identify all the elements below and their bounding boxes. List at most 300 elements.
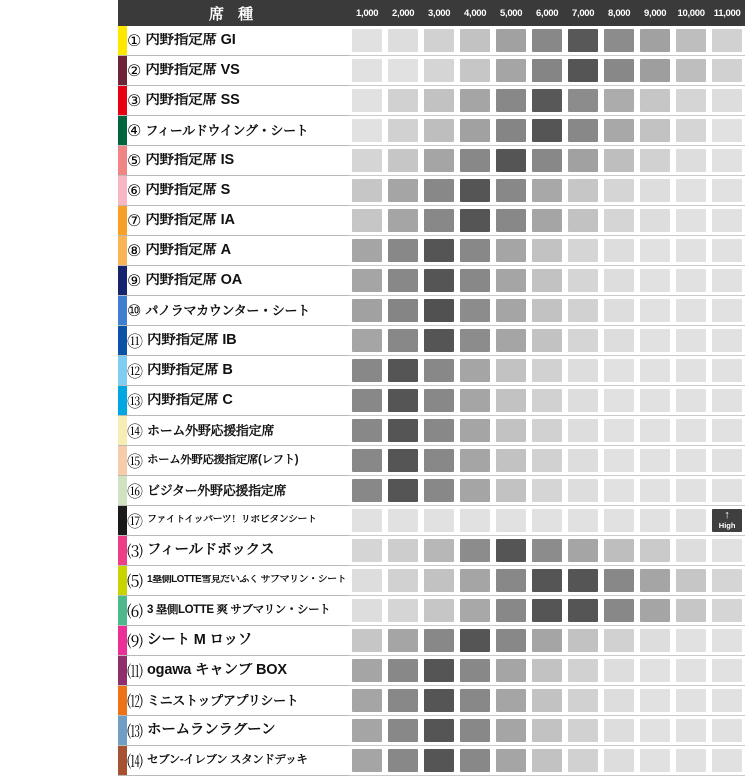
- heatmap-cell[interactable]: [493, 176, 529, 206]
- heatmap-cell[interactable]: [493, 236, 529, 266]
- heatmap-cell[interactable]: [529, 416, 565, 446]
- heatmap-cell[interactable]: [673, 656, 709, 686]
- heatmap-cell[interactable]: [709, 476, 745, 506]
- heatmap-cell[interactable]: [493, 206, 529, 236]
- heatmap-cell[interactable]: [421, 686, 457, 716]
- heatmap-cell[interactable]: [673, 716, 709, 746]
- heatmap-cell[interactable]: [493, 326, 529, 356]
- heatmap-cell[interactable]: [349, 146, 385, 176]
- heatmap-cell[interactable]: [457, 536, 493, 566]
- seat-type-cell[interactable]: [118, 296, 349, 326]
- heatmap-cell[interactable]: [565, 536, 601, 566]
- heatmap-cell[interactable]: [493, 596, 529, 626]
- heatmap-cell[interactable]: [565, 716, 601, 746]
- heatmap-cell[interactable]: [493, 356, 529, 386]
- heatmap-cell[interactable]: [493, 686, 529, 716]
- heatmap-cell[interactable]: [709, 596, 745, 626]
- heatmap-cell[interactable]: [421, 356, 457, 386]
- heatmap-cell[interactable]: [637, 26, 673, 56]
- heatmap-cell[interactable]: [457, 566, 493, 596]
- heatmap-cell[interactable]: [529, 446, 565, 476]
- heatmap-cell[interactable]: [457, 56, 493, 86]
- heatmap-cell[interactable]: [529, 386, 565, 416]
- heatmap-cell[interactable]: [565, 206, 601, 236]
- heatmap-cell[interactable]: [673, 326, 709, 356]
- heatmap-cell[interactable]: [601, 206, 637, 236]
- heatmap-cell[interactable]: [601, 86, 637, 116]
- heatmap-cell[interactable]: [709, 686, 745, 716]
- heatmap-cell[interactable]: [529, 266, 565, 296]
- heatmap-cell[interactable]: [529, 206, 565, 236]
- heatmap-cell[interactable]: [637, 746, 673, 776]
- heatmap-cell[interactable]: [529, 26, 565, 56]
- heatmap-cell[interactable]: [601, 116, 637, 146]
- heatmap-cell[interactable]: [421, 146, 457, 176]
- heatmap-cell[interactable]: [385, 716, 421, 746]
- heatmap-cell[interactable]: [457, 476, 493, 506]
- heatmap-cell[interactable]: [637, 116, 673, 146]
- heatmap-cell[interactable]: [457, 686, 493, 716]
- seat-type-cell[interactable]: [118, 206, 349, 236]
- heatmap-cell[interactable]: [565, 746, 601, 776]
- heatmap-cell[interactable]: [493, 266, 529, 296]
- heatmap-cell[interactable]: [529, 236, 565, 266]
- heatmap-cell[interactable]: [349, 656, 385, 686]
- heatmap-cell[interactable]: [601, 746, 637, 776]
- heatmap-cell[interactable]: [565, 26, 601, 56]
- heatmap-cell[interactable]: [421, 386, 457, 416]
- heatmap-cell[interactable]: [457, 626, 493, 656]
- heatmap-cell[interactable]: [421, 296, 457, 326]
- heatmap-cell[interactable]: [601, 146, 637, 176]
- heatmap-cell[interactable]: [493, 86, 529, 116]
- heatmap-cell[interactable]: [385, 356, 421, 386]
- heatmap-cell[interactable]: [709, 536, 745, 566]
- seat-type-cell[interactable]: [118, 416, 349, 446]
- seat-type-cell[interactable]: [118, 236, 349, 266]
- heatmap-cell[interactable]: [421, 446, 457, 476]
- heatmap-cell[interactable]: [493, 116, 529, 146]
- heatmap-cell[interactable]: [529, 176, 565, 206]
- heatmap-cell[interactable]: [709, 416, 745, 446]
- heatmap-cell[interactable]: [349, 746, 385, 776]
- heatmap-cell[interactable]: [637, 446, 673, 476]
- heatmap-cell[interactable]: [529, 536, 565, 566]
- heatmap-cell[interactable]: [637, 86, 673, 116]
- heatmap-cell[interactable]: [637, 626, 673, 656]
- seat-type-cell[interactable]: [118, 446, 349, 476]
- heatmap-cell[interactable]: [421, 326, 457, 356]
- heatmap-cell[interactable]: [709, 296, 745, 326]
- heatmap-cell[interactable]: [457, 326, 493, 356]
- heatmap-cell[interactable]: [493, 446, 529, 476]
- heatmap-cell[interactable]: [529, 626, 565, 656]
- heatmap-cell[interactable]: [385, 596, 421, 626]
- heatmap-cell[interactable]: [493, 566, 529, 596]
- heatmap-cell[interactable]: [349, 296, 385, 326]
- heatmap-cell[interactable]: [637, 356, 673, 386]
- heatmap-cell[interactable]: [349, 506, 385, 536]
- heatmap-cell[interactable]: [349, 26, 385, 56]
- heatmap-cell[interactable]: [709, 86, 745, 116]
- heatmap-cell[interactable]: [637, 686, 673, 716]
- heatmap-cell[interactable]: [601, 386, 637, 416]
- heatmap-cell[interactable]: [709, 236, 745, 266]
- seat-type-cell[interactable]: [118, 56, 349, 86]
- heatmap-cell[interactable]: [493, 476, 529, 506]
- heatmap-cell[interactable]: [457, 656, 493, 686]
- heatmap-cell[interactable]: [457, 206, 493, 236]
- heatmap-cell[interactable]: [565, 626, 601, 656]
- seat-type-cell[interactable]: [118, 386, 349, 416]
- heatmap-cell[interactable]: [673, 146, 709, 176]
- heatmap-cell[interactable]: [601, 296, 637, 326]
- heatmap-cell[interactable]: [673, 116, 709, 146]
- heatmap-cell[interactable]: [637, 386, 673, 416]
- heatmap-cell[interactable]: [601, 716, 637, 746]
- heatmap-cell[interactable]: [709, 356, 745, 386]
- heatmap-cell[interactable]: [709, 506, 745, 536]
- seat-type-cell[interactable]: [118, 176, 349, 206]
- heatmap-cell[interactable]: [421, 56, 457, 86]
- heatmap-cell[interactable]: [637, 296, 673, 326]
- heatmap-cell[interactable]: [601, 506, 637, 536]
- heatmap-cell[interactable]: [385, 626, 421, 656]
- heatmap-cell[interactable]: [637, 206, 673, 236]
- seat-type-cell[interactable]: [118, 476, 349, 506]
- heatmap-cell[interactable]: [385, 386, 421, 416]
- heatmap-cell[interactable]: [601, 26, 637, 56]
- heatmap-cell[interactable]: [349, 536, 385, 566]
- heatmap-cell[interactable]: [421, 116, 457, 146]
- heatmap-cell[interactable]: [601, 566, 637, 596]
- heatmap-cell[interactable]: [421, 716, 457, 746]
- heatmap-cell[interactable]: [673, 86, 709, 116]
- heatmap-cell[interactable]: [637, 656, 673, 686]
- heatmap-cell[interactable]: [565, 686, 601, 716]
- heatmap-cell[interactable]: [637, 476, 673, 506]
- heatmap-cell[interactable]: [493, 656, 529, 686]
- heatmap-cell[interactable]: [601, 596, 637, 626]
- heatmap-cell[interactable]: [457, 86, 493, 116]
- seat-type-cell[interactable]: [118, 116, 349, 146]
- heatmap-cell[interactable]: [457, 266, 493, 296]
- heatmap-cell[interactable]: [385, 566, 421, 596]
- heatmap-cell[interactable]: [601, 416, 637, 446]
- heatmap-cell[interactable]: [637, 56, 673, 86]
- heatmap-cell[interactable]: [457, 146, 493, 176]
- heatmap-cell[interactable]: [457, 446, 493, 476]
- heatmap-cell[interactable]: [529, 746, 565, 776]
- heatmap-cell[interactable]: [493, 56, 529, 86]
- heatmap-cell[interactable]: [493, 296, 529, 326]
- heatmap-cell[interactable]: [529, 656, 565, 686]
- heatmap-cell[interactable]: [673, 56, 709, 86]
- heatmap-cell[interactable]: [709, 266, 745, 296]
- heatmap-cell[interactable]: [529, 686, 565, 716]
- heatmap-cell[interactable]: [709, 116, 745, 146]
- heatmap-cell[interactable]: [565, 146, 601, 176]
- heatmap-cell[interactable]: [637, 416, 673, 446]
- heatmap-cell[interactable]: [565, 176, 601, 206]
- heatmap-cell[interactable]: [493, 146, 529, 176]
- heatmap-cell[interactable]: [421, 26, 457, 56]
- heatmap-cell[interactable]: [673, 536, 709, 566]
- heatmap-cell[interactable]: [529, 146, 565, 176]
- seat-type-cell[interactable]: [118, 686, 349, 716]
- heatmap-cell[interactable]: [673, 416, 709, 446]
- heatmap-cell[interactable]: [421, 416, 457, 446]
- heatmap-cell[interactable]: [601, 656, 637, 686]
- heatmap-cell[interactable]: [457, 176, 493, 206]
- seat-type-cell[interactable]: [118, 716, 349, 746]
- heatmap-cell[interactable]: [673, 356, 709, 386]
- heatmap-cell[interactable]: [565, 236, 601, 266]
- heatmap-cell[interactable]: [385, 476, 421, 506]
- heatmap-cell[interactable]: [673, 176, 709, 206]
- heatmap-cell[interactable]: [709, 56, 745, 86]
- heatmap-cell[interactable]: [709, 746, 745, 776]
- heatmap-cell[interactable]: [457, 356, 493, 386]
- heatmap-cell[interactable]: [673, 206, 709, 236]
- heatmap-cell[interactable]: [385, 746, 421, 776]
- heatmap-cell[interactable]: [385, 536, 421, 566]
- heatmap-cell[interactable]: [457, 416, 493, 446]
- heatmap-cell[interactable]: [421, 476, 457, 506]
- heatmap-cell[interactable]: [673, 296, 709, 326]
- heatmap-cell[interactable]: [421, 746, 457, 776]
- heatmap-cell[interactable]: [637, 146, 673, 176]
- heatmap-cell[interactable]: [637, 566, 673, 596]
- heatmap-cell[interactable]: [565, 446, 601, 476]
- heatmap-cell[interactable]: [565, 506, 601, 536]
- heatmap-cell[interactable]: [421, 176, 457, 206]
- heatmap-cell[interactable]: [673, 236, 709, 266]
- heatmap-cell[interactable]: [709, 206, 745, 236]
- seat-type-cell[interactable]: [118, 326, 349, 356]
- heatmap-cell[interactable]: [673, 566, 709, 596]
- heatmap-cell[interactable]: [709, 146, 745, 176]
- heatmap-cell[interactable]: [457, 596, 493, 626]
- heatmap-cell[interactable]: [421, 266, 457, 296]
- heatmap-cell[interactable]: [637, 176, 673, 206]
- heatmap-cell[interactable]: [673, 26, 709, 56]
- heatmap-cell[interactable]: [493, 716, 529, 746]
- heatmap-cell[interactable]: [385, 206, 421, 236]
- heatmap-cell[interactable]: [421, 566, 457, 596]
- heatmap-cell[interactable]: [457, 386, 493, 416]
- heatmap-cell[interactable]: [601, 536, 637, 566]
- heatmap-cell[interactable]: [349, 446, 385, 476]
- heatmap-cell[interactable]: [673, 746, 709, 776]
- heatmap-cell[interactable]: [349, 236, 385, 266]
- heatmap-cell[interactable]: [421, 506, 457, 536]
- heatmap-cell[interactable]: [349, 626, 385, 656]
- seat-type-cell[interactable]: [118, 536, 349, 566]
- heatmap-cell[interactable]: [601, 476, 637, 506]
- heatmap-cell[interactable]: [385, 296, 421, 326]
- seat-type-cell[interactable]: [118, 626, 349, 656]
- heatmap-cell[interactable]: [601, 356, 637, 386]
- heatmap-cell[interactable]: [457, 116, 493, 146]
- heatmap-cell[interactable]: [565, 566, 601, 596]
- heatmap-cell[interactable]: [421, 536, 457, 566]
- heatmap-cell[interactable]: [673, 476, 709, 506]
- heatmap-cell[interactable]: [673, 506, 709, 536]
- heatmap-cell[interactable]: [709, 716, 745, 746]
- heatmap-cell[interactable]: [709, 26, 745, 56]
- heatmap-cell[interactable]: [385, 146, 421, 176]
- heatmap-cell[interactable]: [349, 56, 385, 86]
- heatmap-cell[interactable]: [385, 686, 421, 716]
- heatmap-cell[interactable]: [529, 566, 565, 596]
- heatmap-cell[interactable]: [529, 506, 565, 536]
- heatmap-cell[interactable]: [565, 266, 601, 296]
- heatmap-cell[interactable]: [637, 236, 673, 266]
- heatmap-cell[interactable]: [565, 386, 601, 416]
- heatmap-cell[interactable]: [349, 686, 385, 716]
- heatmap-cell[interactable]: [349, 266, 385, 296]
- seat-type-cell[interactable]: [118, 356, 349, 386]
- seat-type-cell[interactable]: [118, 656, 349, 686]
- heatmap-cell[interactable]: [457, 236, 493, 266]
- heatmap-cell[interactable]: [421, 236, 457, 266]
- heatmap-cell[interactable]: [601, 326, 637, 356]
- heatmap-cell[interactable]: [421, 206, 457, 236]
- heatmap-cell[interactable]: [457, 716, 493, 746]
- heatmap-cell[interactable]: [637, 716, 673, 746]
- heatmap-cell[interactable]: [565, 296, 601, 326]
- heatmap-cell[interactable]: [673, 266, 709, 296]
- heatmap-cell[interactable]: [709, 176, 745, 206]
- heatmap-cell[interactable]: [349, 476, 385, 506]
- heatmap-cell[interactable]: [529, 116, 565, 146]
- heatmap-cell[interactable]: [601, 446, 637, 476]
- heatmap-cell[interactable]: [601, 626, 637, 656]
- heatmap-cell[interactable]: [601, 266, 637, 296]
- heatmap-cell[interactable]: [493, 416, 529, 446]
- heatmap-cell[interactable]: [673, 626, 709, 656]
- heatmap-cell[interactable]: [385, 26, 421, 56]
- heatmap-cell[interactable]: [349, 416, 385, 446]
- seat-type-cell[interactable]: [118, 566, 349, 596]
- heatmap-cell[interactable]: [529, 476, 565, 506]
- heatmap-cell[interactable]: [493, 506, 529, 536]
- heatmap-cell[interactable]: [385, 176, 421, 206]
- heatmap-cell[interactable]: [493, 26, 529, 56]
- heatmap-cell[interactable]: [385, 266, 421, 296]
- heatmap-cell[interactable]: [601, 236, 637, 266]
- heatmap-cell[interactable]: [709, 326, 745, 356]
- heatmap-cell[interactable]: [349, 86, 385, 116]
- heatmap-cell[interactable]: [349, 206, 385, 236]
- seat-type-cell[interactable]: [118, 266, 349, 296]
- heatmap-cell[interactable]: [349, 386, 385, 416]
- heatmap-cell[interactable]: [385, 326, 421, 356]
- heatmap-cell[interactable]: [457, 506, 493, 536]
- heatmap-cell[interactable]: [565, 656, 601, 686]
- heatmap-cell[interactable]: [529, 596, 565, 626]
- heatmap-cell[interactable]: [349, 356, 385, 386]
- heatmap-cell[interactable]: [385, 416, 421, 446]
- heatmap-cell[interactable]: [349, 326, 385, 356]
- heatmap-cell[interactable]: [349, 566, 385, 596]
- heatmap-cell[interactable]: [673, 686, 709, 716]
- heatmap-cell[interactable]: [385, 86, 421, 116]
- heatmap-cell[interactable]: [529, 296, 565, 326]
- heatmap-cell[interactable]: [421, 626, 457, 656]
- heatmap-cell[interactable]: [709, 386, 745, 416]
- heatmap-cell[interactable]: [493, 386, 529, 416]
- seat-type-cell[interactable]: [118, 86, 349, 116]
- heatmap-cell[interactable]: [385, 656, 421, 686]
- heatmap-cell[interactable]: [565, 416, 601, 446]
- heatmap-cell[interactable]: [673, 386, 709, 416]
- heatmap-cell[interactable]: [565, 116, 601, 146]
- heatmap-cell[interactable]: [421, 596, 457, 626]
- seat-type-cell[interactable]: [118, 746, 349, 776]
- heatmap-cell[interactable]: [601, 56, 637, 86]
- heatmap-cell[interactable]: [529, 356, 565, 386]
- heatmap-cell[interactable]: [601, 176, 637, 206]
- heatmap-cell[interactable]: [565, 356, 601, 386]
- heatmap-cell[interactable]: [493, 746, 529, 776]
- heatmap-cell[interactable]: [637, 326, 673, 356]
- seat-type-cell[interactable]: [118, 146, 349, 176]
- heatmap-cell[interactable]: [529, 86, 565, 116]
- seat-type-cell[interactable]: [118, 596, 349, 626]
- heatmap-cell[interactable]: [349, 716, 385, 746]
- seat-type-cell[interactable]: [118, 506, 349, 536]
- heatmap-cell[interactable]: [673, 446, 709, 476]
- heatmap-cell[interactable]: [637, 266, 673, 296]
- heatmap-cell[interactable]: [385, 506, 421, 536]
- seat-type-cell[interactable]: [118, 26, 349, 56]
- heatmap-cell[interactable]: [421, 656, 457, 686]
- heatmap-cell[interactable]: [565, 476, 601, 506]
- heatmap-cell[interactable]: [637, 536, 673, 566]
- heatmap-cell[interactable]: [529, 326, 565, 356]
- heatmap-cell[interactable]: [565, 86, 601, 116]
- heatmap-cell[interactable]: [709, 626, 745, 656]
- heatmap-cell[interactable]: [565, 326, 601, 356]
- heatmap-cell[interactable]: [529, 56, 565, 86]
- heatmap-cell[interactable]: [673, 596, 709, 626]
- heatmap-cell[interactable]: [565, 56, 601, 86]
- heatmap-cell[interactable]: [349, 596, 385, 626]
- heatmap-cell[interactable]: [709, 656, 745, 686]
- heatmap-cell[interactable]: [493, 536, 529, 566]
- heatmap-cell[interactable]: [709, 446, 745, 476]
- heatmap-cell[interactable]: [457, 26, 493, 56]
- heatmap-cell[interactable]: [529, 716, 565, 746]
- heatmap-cell[interactable]: [385, 56, 421, 86]
- heatmap-cell[interactable]: [601, 686, 637, 716]
- heatmap-cell[interactable]: [385, 116, 421, 146]
- heatmap-cell[interactable]: [385, 446, 421, 476]
- heatmap-cell[interactable]: [421, 86, 457, 116]
- heatmap-cell[interactable]: [349, 116, 385, 146]
- heatmap-cell[interactable]: [385, 236, 421, 266]
- heatmap-cell[interactable]: [457, 746, 493, 776]
- heatmap-cell[interactable]: [637, 596, 673, 626]
- heatmap-cell[interactable]: [565, 596, 601, 626]
- heatmap-cell[interactable]: [637, 506, 673, 536]
- heatmap-cell[interactable]: [457, 296, 493, 326]
- heatmap-cell[interactable]: [709, 566, 745, 596]
- heatmap-cell[interactable]: [349, 176, 385, 206]
- heatmap-cell[interactable]: [493, 626, 529, 656]
